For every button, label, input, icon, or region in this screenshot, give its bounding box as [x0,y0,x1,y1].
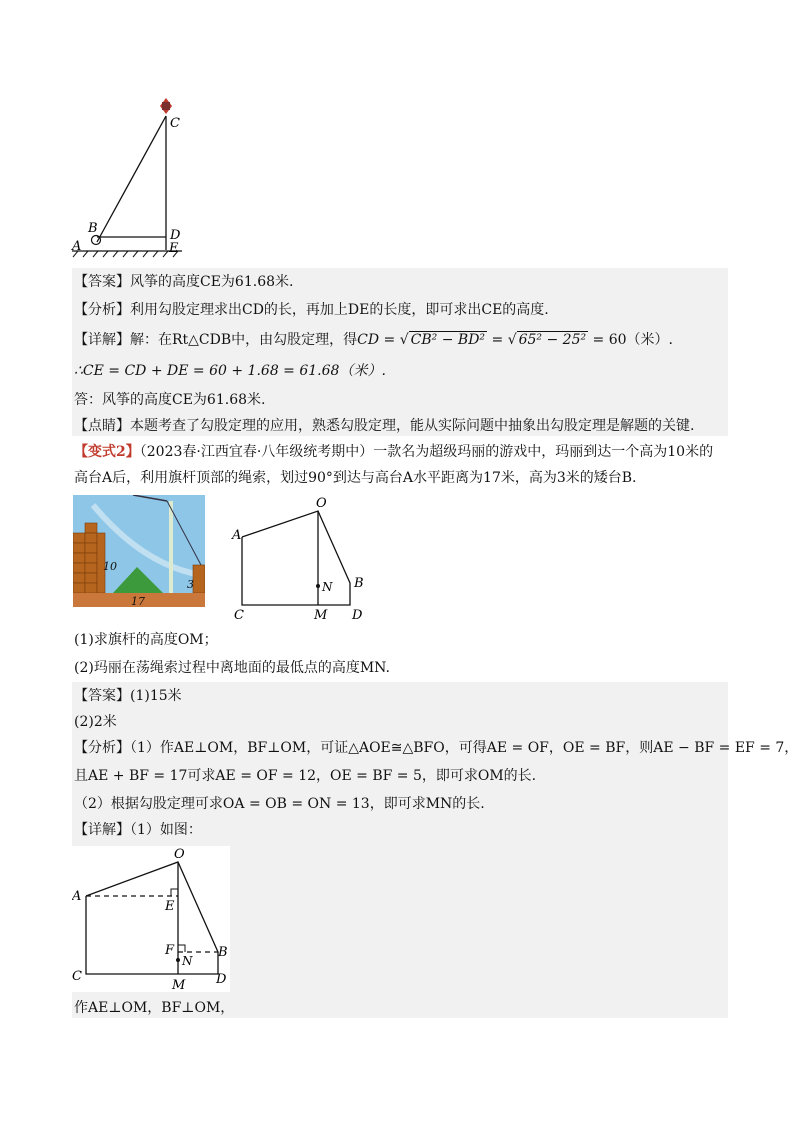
label-D: D [170,228,181,243]
detail-2-tag: 【详解】 [74,822,130,838]
label-17: 17 [131,595,145,607]
answer-2b-line [74,712,117,732]
label-C: C [234,608,244,623]
analysis-line [74,300,549,320]
formula-cd: CD = [357,332,400,348]
answer-2-line [74,686,182,706]
ce-formula: ∴CE = CD + DE = 60 + 1.68 = 61.68（米）. [74,363,386,379]
label-A: A [232,528,242,543]
rope-figure [230,495,370,623]
detail-2-line [74,820,202,840]
label-B: B [354,576,364,591]
label-O: O [316,496,327,511]
label-C: C [72,969,82,984]
variant-text: （2023春·江西宜春·八年级统考期中）一款名为超级玛丽的游戏中，玛丽到达一个高为10米的 [139,444,714,460]
label-N: N [182,954,193,968]
question-1-line [74,630,218,650]
answer-2-tag: 【答案】 [74,688,130,704]
label-O: O [174,847,185,862]
label-E: E [165,899,175,914]
label-N: N [322,580,333,594]
analysis-2c-line [74,794,485,814]
label-E: E [169,241,179,256]
detail-tag: 【详解】 [74,332,130,348]
question-1: (1)求旗杆的高度OM； [74,632,218,648]
label-F: F [165,943,175,958]
question-2-line [74,658,390,678]
analysis-2-text: （1）作AE⊥OM，BF⊥OM，可证△AOE≅△BFO，可得AE = OF，OE = BF，则AE − BF = EF = 7， [130,740,799,756]
label-M: M [314,608,328,623]
kite-icon [160,98,172,114]
kite-figure [70,94,190,260]
detail-2-text: （1）如图： [130,822,202,838]
ce-formula-line [74,361,386,381]
label-3: 3 [187,578,194,591]
question-2: (2)玛丽在荡绳索过程中离地面的最低点的高度MN. [74,660,390,676]
answer-2-text: (1)15米 [130,688,182,704]
detail-line: 【详解】解：在Rt△CDB中，由勾股定理，得CD = √ CB² − BD² = √ 65² − 25² = 60（米）. [74,332,673,348]
detail-text: 解：在Rt△CDB中，由勾股定理，得 [130,332,358,348]
person-icon [92,236,101,245]
answer-text: 风筝的高度CE为61.68米. [130,274,294,290]
mario-game-image [73,495,205,607]
comment-tag: 【点睛】 [74,418,130,434]
formula-root-2: 65² − 25² [518,332,587,348]
label-D: D [352,608,363,623]
label-B: B [88,221,98,236]
variant-line [74,442,713,462]
detail-2b-text: 作AE⊥OM，BF⊥OM， [74,1000,235,1016]
comment-text: 本题考查了勾股定理的应用，熟悉勾股定理，能从实际问题中抽象出勾股定理是解题的关键. [130,418,695,434]
answer-tag: 【答案】 [74,274,130,290]
detail-2b-line [74,998,234,1018]
formula-root-1: CB² − BD² [410,332,486,348]
analysis-2c-text: （2）根据勾股定理可求OA = OB = ON = 13，即可求MN的长. [74,796,485,812]
solution-1-band [72,268,728,436]
analysis-2b-line [74,766,536,786]
analysis-2-tag: 【分析】 [74,740,130,756]
formula-result: = 60（米）. [588,332,673,348]
variant-tag: 【变式2】 [74,444,140,460]
label-10: 10 [103,560,117,573]
analysis-2-line [74,738,798,758]
label-A: A [72,239,82,254]
label-C: C [170,116,180,131]
label-B: B [218,945,228,960]
analysis-2b-text: 且AE + BF = 17可求AE = OF = 12，OE = BF = 5，即可求OM的长. [74,768,537,784]
answer-line [74,272,293,292]
variant-line-2 [74,468,637,488]
variant-text-2: 高台A后，利用旗杆顶部的绳索，划过90°到达与高台A水平距离为17米，高为3米的矮台B. [74,470,637,486]
conclusion-line [74,390,265,410]
analysis-tag: 【分析】 [74,302,130,318]
solution-figure [72,846,230,992]
label-A: A [72,889,82,904]
label-M: M [172,978,186,992]
answer-2b-text: (2)2米 [74,714,117,730]
formula-eq: = [487,332,508,348]
analysis-text: 利用勾股定理求出CD的长，再加上DE的长度，即可求出CE的高度. [130,302,549,318]
label-D: D [216,972,227,987]
conclusion-text: 答：风筝的高度CE为61.68米. [74,392,266,408]
comment-line [74,416,694,436]
